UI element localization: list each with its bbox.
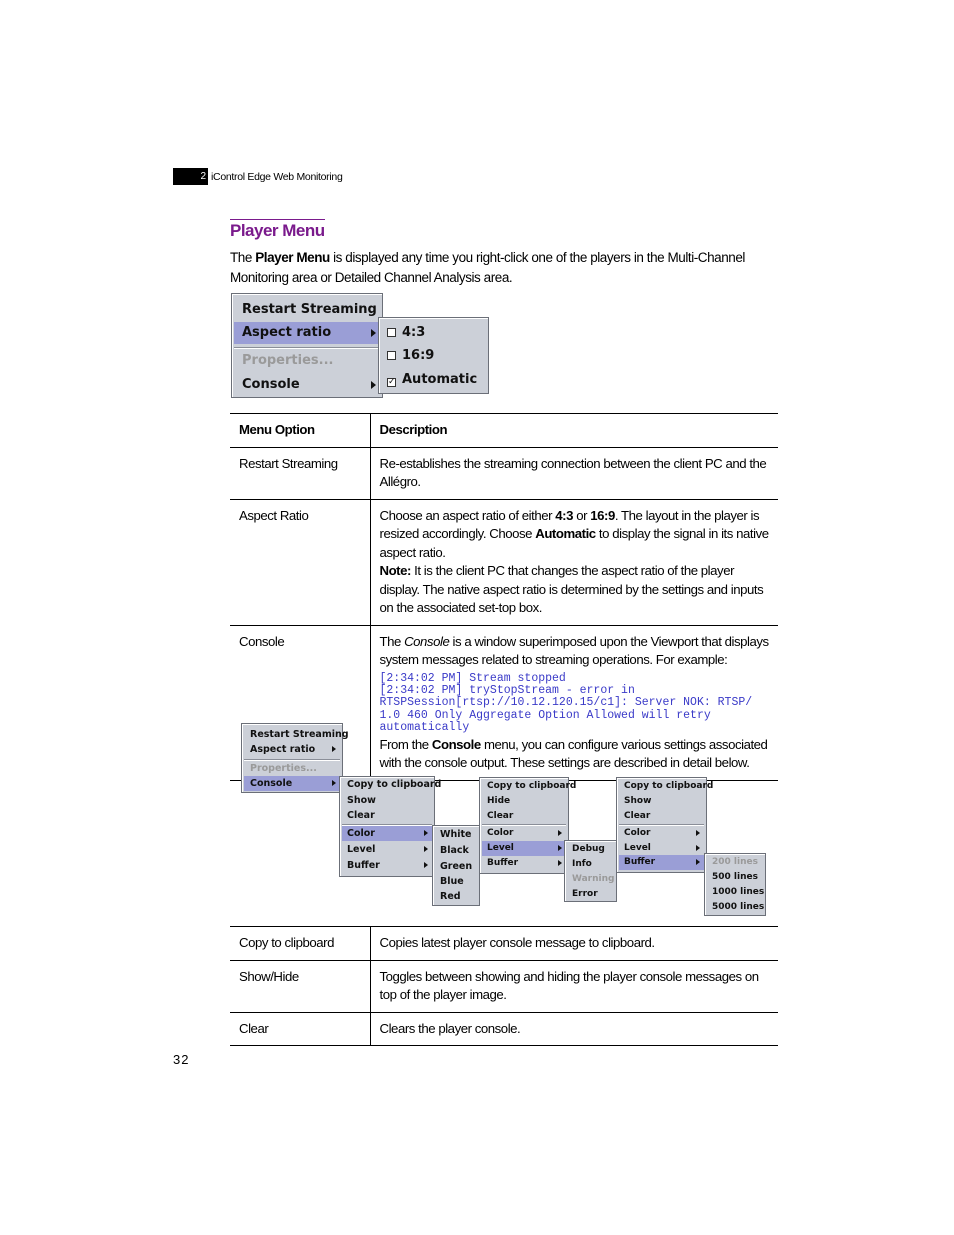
table-header-description: Description (379, 422, 448, 437)
menu-item-aspect-ratio[interactable]: Aspect ratio (244, 742, 340, 757)
option-cell: Show/Hide (230, 960, 370, 1012)
code-line: 1.0 460 Only Aggregate Option Allowed will retry (379, 708, 711, 722)
menu-item-aspect-ratio[interactable]: Aspect ratio (234, 322, 380, 344)
menu-item-500-lines[interactable]: 500 lines (712, 872, 758, 882)
menu-item-black[interactable]: Black (440, 845, 469, 856)
table-row (230, 1012, 778, 1046)
menu-item-copy-to-clipboard[interactable]: Copy to clipboard (347, 779, 442, 790)
code-line: automatically (379, 721, 470, 735)
description-cell: Clears the player console. (379, 1020, 521, 1036)
menu-item-level[interactable]: Level (342, 842, 432, 857)
checkbox-checked-icon: ✓ (388, 377, 396, 387)
option-cell: Copy to clipboard (230, 927, 370, 961)
menu-item-automatic[interactable]: ✓ Automatic (388, 372, 478, 387)
console-submenu-color (339, 776, 442, 877)
option-cell: Restart Streaming (230, 447, 370, 499)
menu-item-color[interactable]: Color (619, 826, 704, 841)
menu-item-restart-streaming[interactable]: Restart Streaming (242, 302, 377, 317)
intro-paragraph: The Player Menu is displayed any time you right-click one of the players in the Multi-Channel Monitoring area or Detailed Channel Analysis area. (230, 250, 745, 285)
menu-item-200-lines: 200 lines (712, 857, 758, 867)
menu-item-red[interactable]: Red (440, 891, 461, 902)
menu-item-level[interactable]: Level (482, 841, 566, 856)
menu-item-green[interactable]: Green (440, 861, 473, 872)
submenu-arrow-icon (424, 830, 428, 836)
description-cell: Copies latest player console message to clipboard. (379, 935, 655, 950)
menu-item-level[interactable]: Level (619, 841, 704, 856)
menu-item-restart-streaming[interactable]: Restart Streaming (250, 729, 349, 740)
menu-item-copy-to-clipboard[interactable]: Copy to clipboard (624, 781, 714, 791)
option-cell: Console (230, 625, 370, 780)
menu-item-blue[interactable]: Blue (440, 876, 464, 887)
menu-item-clear[interactable]: Clear (487, 811, 514, 821)
menu-item-4-3[interactable]: 4:3 (381, 322, 486, 344)
menu-item-properties: Properties... (242, 353, 334, 368)
menu-item-copy-to-clipboard[interactable]: Copy to clipboard (487, 781, 577, 791)
menu-item-console[interactable]: Console (234, 374, 380, 396)
description-cell: Choose an aspect ratio of either 4:3 or 16:9. The layout in the player is resized accordingly. Choose Automatic to display the signal in its native aspect ratio. Note: It is the client PC that changes the aspect ratio of the player display. The native aspect ratio is determined by the settings and inputs on the associated set-top box. (379, 507, 769, 615)
player-context-menu (231, 293, 383, 398)
submenu-arrow-icon (696, 859, 700, 865)
level-options-menu (564, 840, 617, 902)
table-row (230, 927, 778, 961)
console-options-table (230, 926, 778, 1046)
table-row (230, 960, 778, 1012)
menu-item-debug[interactable]: Debug (572, 844, 605, 854)
description-cell: The Console is a window superimposed upon the Viewport that displays system messages related to streaming operations. For example: [2:34:02 PM] Stream stopped [2:34:02 PM] tryStopStream - error in RTSPSession[rtsp://10.12.120.15/c1]: Server NOK: RTSP/ 1.0 460 Only Aggregate Option Allowed will retry automatically From the Console menu, you can configure various settings associated with the console output. These settings are described in detail below. (379, 633, 769, 771)
console-submenu-level (479, 777, 577, 874)
submenu-arrow-icon (371, 381, 376, 389)
menu-item-properties: Properties... (250, 763, 317, 774)
checkbox-icon (387, 351, 396, 360)
console-main-menu (241, 723, 349, 793)
description-cell: Toggles between showing and hiding the player console messages on top of the player image. (379, 968, 759, 1002)
menu-item-info[interactable]: Info (572, 859, 592, 869)
submenu-arrow-icon (371, 329, 376, 337)
submenu-arrow-icon (696, 845, 700, 851)
submenu-arrow-icon (558, 860, 562, 866)
menu-item-5000-lines[interactable]: 5000 lines (712, 902, 765, 912)
menu-item-buffer[interactable]: Buffer (619, 855, 704, 870)
menu-item-buffer[interactable]: Buffer (342, 858, 432, 873)
menu-item-warning: Warning (572, 874, 615, 884)
checkbox-icon (387, 328, 396, 337)
menu-item-show[interactable]: Show (347, 795, 376, 806)
console-submenu-buffer (616, 777, 714, 873)
menu-item-show[interactable]: Show (624, 796, 652, 806)
section-title: Player Menu (230, 221, 325, 240)
submenu-arrow-icon (332, 746, 336, 752)
table-row (230, 447, 778, 499)
aspect-ratio-submenu (378, 317, 489, 394)
submenu-arrow-icon (424, 862, 428, 868)
option-cell: Clear (230, 1012, 370, 1046)
menu-item-hide[interactable]: Hide (487, 796, 511, 806)
color-options-menu (432, 825, 480, 906)
table-header-option: Menu Option (230, 414, 370, 448)
code-line: RTSPSession[rtsp://10.12.120.15/c1]: Server NOK: RTSP/ (379, 696, 753, 710)
menu-item-color[interactable]: Color (342, 826, 432, 841)
menu-separator (234, 347, 380, 349)
menu-item-console[interactable]: Console (244, 776, 340, 791)
submenu-arrow-icon (424, 846, 428, 852)
page-number: 32 (173, 1052, 190, 1067)
chapter-number: 2 (173, 168, 208, 185)
submenu-arrow-icon (558, 830, 562, 836)
console-code-example (380, 673, 770, 735)
menu-item-16-9[interactable]: 16:9 (381, 345, 486, 367)
submenu-arrow-icon (696, 830, 700, 836)
menu-item-1000-lines[interactable]: 1000 lines (712, 887, 765, 897)
submenu-arrow-icon (558, 845, 562, 851)
buffer-options-menu (704, 853, 766, 916)
menu-item-color[interactable]: Color (482, 826, 566, 841)
menu-item-white[interactable]: White (440, 829, 472, 840)
menu-item-clear[interactable]: Clear (347, 810, 375, 821)
table-row (230, 499, 778, 625)
description-cell: Re-establishes the streaming connection between the client PC and the Allégro. (379, 455, 767, 489)
menu-item-error[interactable]: Error (572, 889, 598, 899)
menu-item-buffer[interactable]: Buffer (482, 856, 566, 871)
running-head: iControl Edge Web Monitoring (211, 171, 343, 183)
code-line: [2:34:02 PM] Stream stopped (379, 671, 566, 685)
code-line: [2:34:02 PM] tryStopStream - error in (379, 683, 635, 697)
option-cell: Aspect Ratio (230, 499, 370, 625)
menu-item-clear[interactable]: Clear (624, 811, 651, 821)
submenu-arrow-icon (332, 780, 336, 786)
